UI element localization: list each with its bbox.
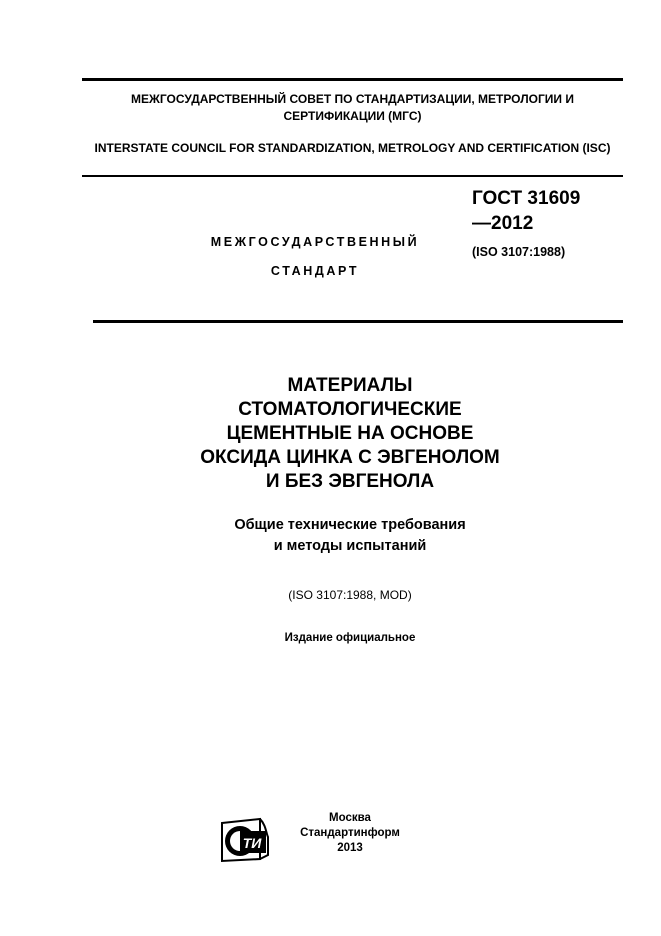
title-line: И БЕЗ ЭВГЕНОЛА: [265, 471, 435, 492]
header-rule: [82, 175, 623, 177]
standard-number-line1: ГОСТ 31609: [472, 188, 581, 209]
iso-modification: (ISO 3107:1988, MOD): [288, 588, 412, 602]
iso-reference: (ISO 3107:1988): [472, 245, 566, 259]
title-line: ЦЕМЕНТНЫЕ НА ОСНОВЕ: [226, 423, 474, 444]
standard-kind-line1: МЕЖГОСУДАРСТВЕННЫЙ: [210, 235, 420, 249]
document-subtitle: [130, 515, 570, 557]
publication-year: 2013: [337, 842, 363, 854]
subtitle-line: и методы испытаний: [273, 538, 427, 554]
top-rule: [82, 78, 623, 81]
publisher-name: Стандартинформ: [300, 827, 400, 839]
publisher-city: Москва: [329, 812, 371, 824]
council-name-en: INTERSTATE COUNCIL FOR STANDARDIZATION, METROLOGY AND CERTIFICATION (ISC): [94, 141, 611, 155]
standard-kind-line2: СТАНДАРТ: [270, 264, 360, 278]
edition-label: Издание официальное: [284, 632, 416, 644]
title-line: МАТЕРИАЛЫ: [287, 375, 413, 396]
standard-number-line2: —2012: [472, 213, 534, 234]
svg-text:ТИ: ТИ: [242, 835, 262, 851]
standartinform-logo-icon: [216, 815, 272, 863]
standard-number: [472, 186, 580, 236]
mid-rule: [93, 320, 623, 323]
title-line: СТОМАТОЛОГИЧЕСКИЕ: [238, 399, 462, 420]
subtitle-line: Общие технические требования: [234, 517, 466, 533]
standard-kind: [150, 228, 480, 286]
council-name-ru: МЕЖГОСУДАРСТВЕННЫЙ СОВЕТ ПО СТАНДАРТИЗАЦИИ, МЕТРОЛОГИИ И СЕРТИФИКАЦИИ (МГС): [131, 92, 574, 123]
document-title: [130, 374, 570, 494]
publisher-info: [290, 811, 410, 856]
title-line: ОКСИДА ЦИНКА С ЭВГЕНОЛОМ: [200, 447, 500, 468]
